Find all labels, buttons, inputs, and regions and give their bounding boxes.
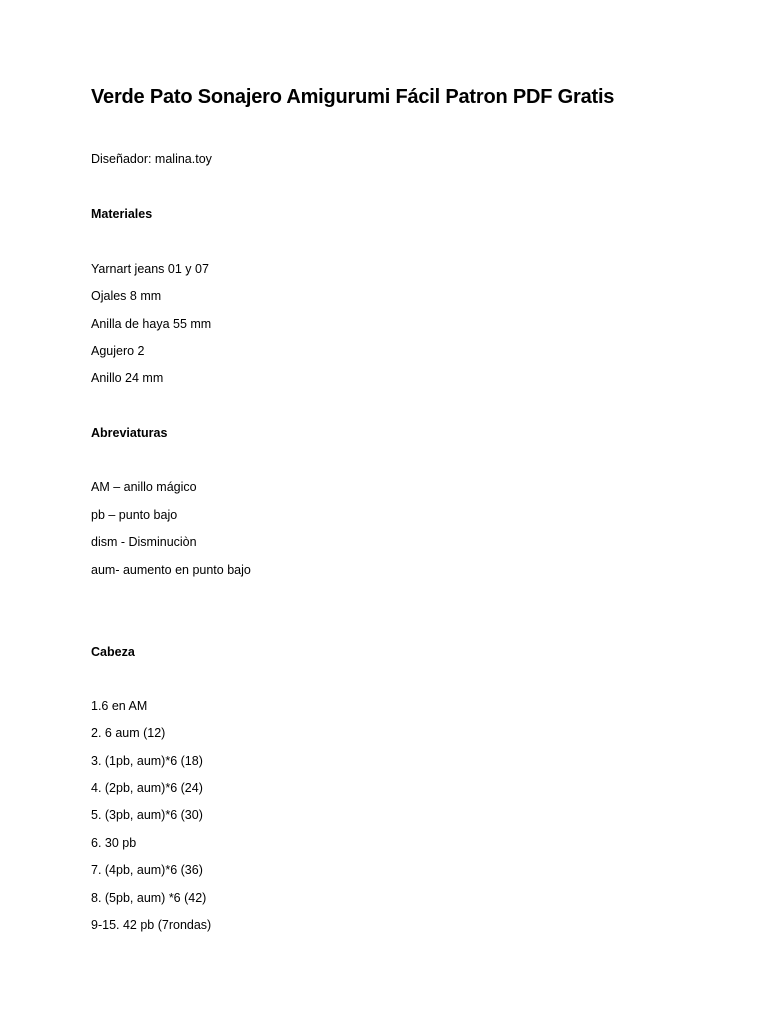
abbreviation-item: pb – punto bajo — [91, 508, 178, 522]
head-round: 3. (1pb, aum)*6 (18) — [91, 754, 203, 768]
head-round: 4. (2pb, aum)*6 (24) — [91, 781, 203, 795]
abbreviation-item: dism - Disminuciòn — [91, 535, 197, 549]
abbreviations-heading: Abreviaturas — [91, 426, 168, 440]
head-round: 6. 30 pb — [91, 836, 137, 850]
materials-heading: Materiales — [91, 207, 153, 221]
abbreviation-item: aum- aumento en punto bajo — [91, 563, 251, 577]
head-round: 1.6 en AM — [91, 699, 148, 713]
head-round: 7. (4pb, aum)*6 (36) — [91, 863, 203, 877]
head-round: 2. 6 aum (12) — [91, 726, 166, 740]
materials-item: Anillo 24 mm — [91, 371, 164, 385]
abbreviation-item: AM – anillo mágico — [91, 480, 197, 494]
head-round: 5. (3pb, aum)*6 (30) — [91, 808, 203, 822]
designer-credit: Diseñador: malina.toy — [91, 152, 212, 166]
materials-item: Agujero 2 — [91, 344, 145, 358]
head-round: 9-15. 42 pb (7rondas) — [91, 918, 212, 932]
materials-item: Yarnart jeans 01 y 07 — [91, 262, 209, 276]
document-title: Verde Pato Sonajero Amigurumi Fácil Patron PDF Gratis — [91, 86, 615, 108]
head-heading: Cabeza — [91, 645, 135, 659]
materials-item: Anilla de haya 55 mm — [91, 317, 212, 331]
materials-item: Ojales 8 mm — [91, 289, 162, 303]
head-round: 8. (5pb, aum) *6 (42) — [91, 891, 207, 905]
